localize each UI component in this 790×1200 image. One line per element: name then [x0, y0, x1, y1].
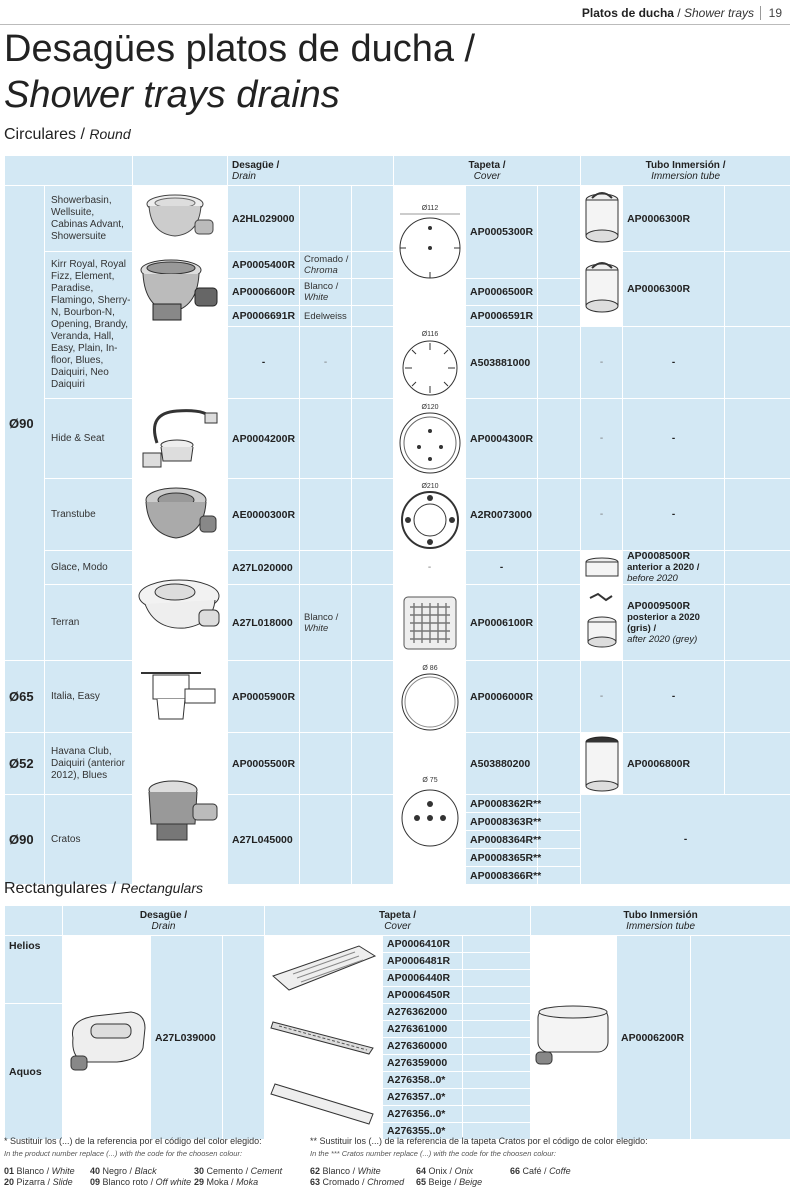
tube-image — [581, 186, 623, 252]
drain-image — [63, 936, 151, 1140]
immersion-tube-icon — [582, 260, 622, 318]
drain-icon — [141, 190, 219, 248]
tube-code: - — [623, 661, 725, 733]
drain-icon — [137, 403, 223, 475]
product-cratos: Cratos — [45, 795, 133, 885]
colour-code: 63 Cromado / Chromed — [310, 1177, 405, 1187]
rect-heading: Rectangulares / Rectangulars — [4, 880, 204, 897]
cover-image — [394, 186, 466, 306]
drain-code: AP0006600R — [228, 279, 300, 306]
drain-image — [133, 399, 228, 479]
svg-text:Ø210: Ø210 — [420, 482, 439, 490]
cover-code: A276360000 — [383, 1038, 463, 1055]
drain-icon — [137, 663, 223, 731]
diameter-65: Ø65 — [5, 661, 45, 733]
tube-code: - — [623, 399, 725, 479]
drain-image — [133, 661, 228, 733]
cover-code: AP0006100R — [466, 585, 538, 661]
svg-text:Ø120: Ø120 — [420, 403, 439, 411]
drain-code: AP0005500R — [228, 733, 300, 795]
tube-code: AP0006200R — [617, 936, 691, 1140]
cover-none: - — [394, 551, 466, 585]
cover-image — [265, 936, 383, 1004]
immersion-tube-icon — [582, 592, 622, 654]
drain-image — [133, 479, 228, 551]
rect-col-cover: Tapeta / Cover — [265, 906, 531, 936]
cover-image — [394, 479, 466, 551]
drain-icon — [137, 252, 223, 326]
drain-code: AP0005400R — [228, 252, 300, 279]
tube-none: - — [581, 399, 623, 479]
colour-codes-2 — [310, 1166, 610, 1187]
tube-code: AP0008500R anterior a 2020 / before 2020 — [623, 551, 725, 585]
cover-image — [265, 1004, 383, 1072]
cover-image — [394, 399, 466, 479]
rect-col-tube: Tubo Inmersión Immersion tube — [531, 906, 790, 936]
svg-text:Ø 86: Ø 86 — [421, 664, 438, 672]
tube-code: - — [623, 327, 725, 399]
cover-code: AP0008362R** — [466, 795, 538, 813]
drain-code: A2HL029000 — [228, 186, 300, 252]
colour-code: 09 Blanco roto / Off white — [90, 1177, 192, 1187]
tube-code: AP0006800R — [623, 733, 725, 795]
tube-image — [581, 733, 623, 795]
product-havana: Havana Club, Daiquiri (anterior 2012), Blues — [45, 733, 133, 795]
cover-round-icon — [395, 480, 465, 550]
drain-icon — [137, 764, 223, 854]
cover-code: AP0006410R — [383, 936, 463, 953]
colour-code: 62 Blanco / White — [310, 1166, 381, 1176]
model-helios: Helios — [5, 936, 63, 1004]
cover-image — [394, 585, 466, 661]
cover-code: AP0005300R — [466, 186, 538, 279]
tube-code: AP0006300R — [623, 186, 725, 252]
drain-image — [133, 551, 228, 661]
drain-code: AP0005900R — [228, 661, 300, 733]
cover-slot-icon — [269, 1008, 379, 1068]
tube-none: - — [581, 661, 623, 733]
cover-code: AP0006500R — [466, 279, 538, 306]
tube-code: - — [581, 795, 790, 885]
cover-code: AP0008363R** — [466, 813, 538, 831]
product-showerbasin: Showerbasin, Wellsuite, Cabinas Advant, Showersuite — [45, 186, 133, 252]
colour-code: 40 Negro / Black — [90, 1166, 157, 1176]
footnote-cratos: ** Sustituir los (...) de la referencia de la tapeta Cratos por el código de color elegido: In the *** Cratos number replace (...) with the code for the choosen colour: — [310, 1136, 648, 1158]
cover-code: A276358..0* — [383, 1072, 463, 1089]
cover-code: AP0006440R — [383, 970, 463, 987]
drain-code: A27L039000 — [151, 936, 223, 1140]
cover-code: AP0006481R — [383, 953, 463, 970]
drain-code: AP0006691R — [228, 306, 300, 327]
cover-round-icon — [395, 764, 465, 854]
colour-code: 66 Café / Coffe — [510, 1166, 571, 1176]
cover-code: AP0006000R — [466, 661, 538, 733]
tube-code: AP0009500R posterior a 2020 (gris) / after 2020 (grey) — [623, 585, 725, 661]
cover-slot-icon — [269, 1076, 379, 1136]
finish-chrome: Cromado / Chroma — [300, 252, 352, 279]
cover-code: AP0006591R — [466, 306, 538, 327]
colour-code: 20 Pizarra / Slide — [4, 1177, 73, 1187]
cover-round-icon — [395, 328, 465, 398]
finish-white: Blanco / White — [300, 585, 352, 661]
cover-round-icon — [395, 401, 465, 477]
product-glace-modo: Glace, Modo — [45, 551, 133, 585]
round-col-drain: Desagüe / Drain — [228, 156, 394, 186]
drain-image — [133, 186, 228, 252]
drain-icon — [135, 570, 225, 642]
cover-code: AP0006450R — [383, 987, 463, 1004]
drain-code: AP0004200R — [228, 399, 300, 479]
drain-image — [133, 733, 228, 885]
tube-code: AP0006300R — [623, 252, 725, 327]
dim-label: Ø112 — [421, 204, 439, 212]
immersion-tube-icon — [582, 556, 622, 580]
cover-image — [394, 327, 466, 399]
cover-code: A276361000 — [383, 1021, 463, 1038]
colour-codes-1 — [4, 1166, 304, 1187]
cover-code: A2R0073000 — [466, 479, 538, 551]
cover-code: A276359000 — [383, 1055, 463, 1072]
cover-code: A276362000 — [383, 1004, 463, 1021]
tube-image — [581, 252, 623, 327]
cover-code: A503880200 — [466, 733, 538, 795]
round-drains-table — [4, 155, 790, 885]
round-heading: Circulares / Round — [4, 126, 131, 143]
product-hide-seat: Hide & Seat — [45, 399, 133, 479]
diameter-90: Ø90 — [5, 186, 45, 661]
cover-grid-icon — [398, 591, 462, 655]
rect-col-drain: Desagüe / Drain — [63, 906, 265, 936]
section-title: Platos de ducha / Shower trays — [581, 6, 754, 20]
cover-image — [265, 1072, 383, 1140]
drain-image — [133, 252, 228, 327]
finish-white: Blanco / White — [300, 279, 352, 306]
immersion-tube-icon — [582, 190, 622, 248]
diameter-52: Ø52 — [5, 733, 45, 795]
page-number: 19 — [760, 6, 782, 20]
cover-image — [394, 661, 466, 733]
tube-none: - — [581, 327, 623, 399]
drain-code: - — [228, 327, 300, 399]
tube-image — [581, 585, 623, 661]
tube-image — [531, 936, 617, 1140]
round-col-cover: Tapeta / Cover — [394, 156, 581, 186]
svg-text:Ø 75: Ø 75 — [421, 776, 438, 784]
cover-code: AP0004300R — [466, 399, 538, 479]
colour-code: 29 Moka / Moka — [194, 1177, 259, 1187]
colour-code: 01 Blanco / White — [4, 1166, 75, 1176]
cover-code: AP0008366R** — [466, 867, 538, 885]
immersion-tube-icon — [532, 998, 616, 1078]
colour-code: 64 Onix / Onix — [416, 1166, 474, 1176]
svg-text:Ø116: Ø116 — [421, 330, 438, 338]
cover-code: AP0008365R** — [466, 849, 538, 867]
drain-code: A27L020000 — [228, 551, 300, 585]
footnote-colour: * Sustituir los (...) de la referencia por el código del color elegido: In the product number replace (...) with the code for the choosen colour: — [4, 1136, 262, 1158]
cover-code: - — [466, 551, 538, 585]
cover-code: A503881000 — [466, 327, 538, 399]
immersion-tube-icon — [582, 734, 622, 794]
drain-icon — [65, 998, 149, 1078]
cover-image — [394, 733, 466, 885]
drain-code: A27L045000 — [228, 795, 300, 885]
finish-edelweiss: Edelweiss — [300, 306, 352, 327]
finish-none: - — [300, 327, 352, 399]
colour-code: 30 Cemento / Cement — [194, 1166, 283, 1176]
product-terran: Terran — [45, 585, 133, 661]
header-rule — [0, 24, 790, 25]
cover-round-icon — [394, 196, 466, 296]
drain-code: A27L018000 — [228, 585, 300, 661]
page-title: Desagües platos de ducha / — [4, 28, 476, 70]
cover-code: AP0008364R** — [466, 831, 538, 849]
page-header — [0, 6, 790, 26]
cover-code: A276357..0* — [383, 1089, 463, 1106]
colour-code: 65 Beige / Beige — [416, 1177, 483, 1187]
rect-drains-table — [4, 905, 790, 1140]
tube-image — [581, 551, 623, 585]
tube-none: - — [581, 479, 623, 551]
diameter-90-cratos: Ø90 — [5, 795, 45, 885]
product-transtube: Transtube — [45, 479, 133, 551]
drain-code: AE0000300R — [228, 479, 300, 551]
product-kirr: Kirr Royal, Royal Fizz, Element, Paradise, Flamingo, Sherry-N, Bourbon-N, Opening, Brandy, Veranda, Hall, Easy, Plain, In-floor, Blues, Daiquiri, Neo Daiquiri — [45, 252, 133, 399]
cover-code: A276356..0* — [383, 1106, 463, 1123]
cover-slot-icon — [269, 940, 379, 1000]
tube-code: - — [623, 479, 725, 551]
cover-round-icon — [395, 662, 465, 732]
cover-code: A276355..0* — [383, 1123, 463, 1140]
model-aquos: Aquos — [5, 1004, 63, 1140]
product-italia: Italia, Easy — [45, 661, 133, 733]
drain-icon — [140, 482, 220, 548]
round-col-tube: Tubo Inmersión / Immersion tube — [581, 156, 790, 186]
page-title-en: Shower trays drains — [4, 74, 340, 116]
